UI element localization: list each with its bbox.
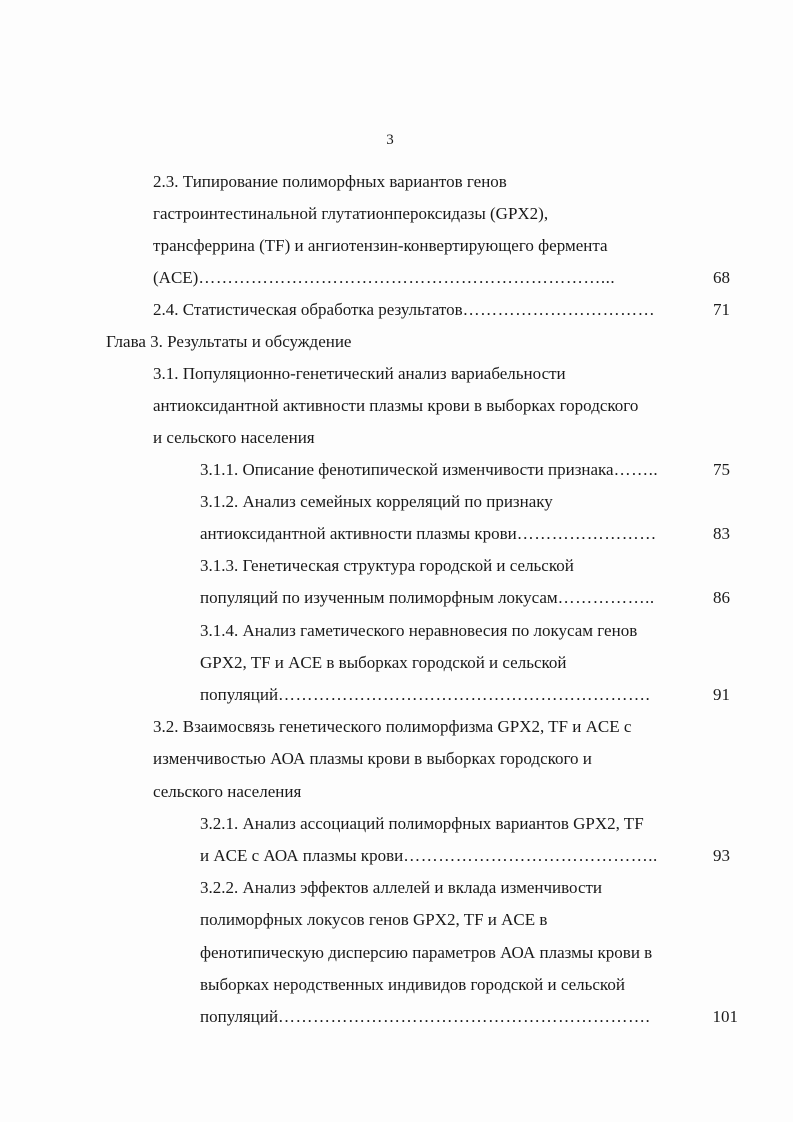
toc-entry-3-2-line-1: 3.2. Взаимосвязь генетического полиморфизма GPX2, TF и ACE с xyxy=(153,717,632,736)
toc-page-number: 86 xyxy=(713,588,730,607)
toc-leader-dots: …………………………… xyxy=(462,300,656,319)
toc-leader-dots: ………………………………………………………. xyxy=(278,1007,651,1026)
toc-entry-3-1-4-line-3 xyxy=(200,684,650,706)
toc-entry-3-2-1-line-1: 3.2.1. Анализ ассоциаций полиморфных вариантов GPX2, TF xyxy=(200,814,644,833)
toc-entry-2-4 xyxy=(153,299,655,321)
toc-entry-text: и ACE с АОА плазмы крови xyxy=(200,846,404,865)
toc-entry-3-1-4-line-1: 3.1.4. Анализ гаметического неравновесия по локусам генов xyxy=(200,621,638,640)
toc-leader-dots: …….. xyxy=(613,460,659,479)
toc-entry-3-2-2-line-4: выборках неродственных индивидов городской и сельской xyxy=(200,975,625,994)
toc-page-number: 93 xyxy=(713,846,730,865)
toc-entry-3-1-2-line-2 xyxy=(200,523,657,545)
toc-entry-2-3-line-3: трансферрина (TF) и ангиотензин-конвертирующего фермента xyxy=(153,236,608,255)
toc-page-number: 91 xyxy=(713,685,730,704)
toc-page-number: 83 xyxy=(713,524,730,543)
toc-page-number: 101 xyxy=(712,1007,738,1026)
toc-entry-text: (ACE) xyxy=(153,268,199,287)
toc-page-number: 71 xyxy=(713,300,730,319)
toc-entry-3-1-3-line-1: 3.1.3. Генетическая структура городской и сельской xyxy=(200,556,574,575)
toc-chapter-3: Глава 3. Результаты и обсуждение xyxy=(106,332,352,351)
toc-entry-3-2-2-line-5 xyxy=(200,1006,650,1028)
toc-entry-3-2-line-3: сельского населения xyxy=(153,782,302,801)
toc-entry-3-1-3-line-2 xyxy=(200,587,655,609)
toc-entry-text: антиоксидантной активности плазмы крови xyxy=(200,524,517,543)
page-number: 3 xyxy=(386,132,394,148)
toc-leader-dots: …………………… xyxy=(516,524,657,543)
toc-entry-3-1-line-3: и сельского населения xyxy=(153,428,315,447)
toc-leader-dots: ………………………………………………………. xyxy=(278,685,651,704)
toc-page-number: 68 xyxy=(713,268,730,287)
toc-entry-text: 3.1.1. Описание фенотипической изменчивости признака xyxy=(200,460,614,479)
toc-entry-2-3-line-4 xyxy=(153,267,615,289)
toc-entry-2-3-line-1: 2.3. Типирование полиморфных вариантов генов xyxy=(153,172,507,191)
toc-entry-3-1-line-1: 3.1. Популяционно-генетический анализ вариабельности xyxy=(153,364,566,383)
toc-entry-3-1-1 xyxy=(200,459,658,481)
toc-entry-text: популяций по изученным полиморфным локусам xyxy=(200,588,558,607)
toc-entry-3-2-2-line-2: полиморфных локусов генов GPX2, TF и ACE в xyxy=(200,910,548,929)
toc-entry-3-2-1-line-2 xyxy=(200,845,658,867)
toc-entry-3-1-line-2: антиоксидантной активности плазмы крови в выборках городского xyxy=(153,396,639,415)
toc-entry-3-2-2-line-3: фенотипическую дисперсию параметров АОА плазмы крови в xyxy=(200,943,653,962)
toc-entry-text: популяций xyxy=(200,685,279,704)
toc-leader-dots: ……………………………………………………………... xyxy=(198,268,616,287)
toc-entry-text: 2.4. Статистическая обработка результатов xyxy=(153,300,463,319)
toc-leader-dots: …………………………………….. xyxy=(403,846,658,865)
toc-entry-3-1-2-line-1: 3.1.2. Анализ семейных корреляций по признаку xyxy=(200,492,553,511)
toc-entry-3-1-4-line-2: GPX2, TF и ACE в выборках городской и сельской xyxy=(200,653,567,672)
toc-entry-3-2-line-2: изменчивостью АОА плазмы крови в выборках городского и xyxy=(153,749,592,768)
toc-entry-text: популяций xyxy=(200,1007,279,1026)
toc-page-number: 75 xyxy=(713,460,730,479)
toc-leader-dots: …………….. xyxy=(557,588,655,607)
toc-entry-2-3-line-2: гастроинтестинальной глутатионпероксидазы (GPX2), xyxy=(153,204,549,223)
toc-entry-3-2-2-line-1: 3.2.2. Анализ эффектов аллелей и вклада изменчивости xyxy=(200,878,603,897)
